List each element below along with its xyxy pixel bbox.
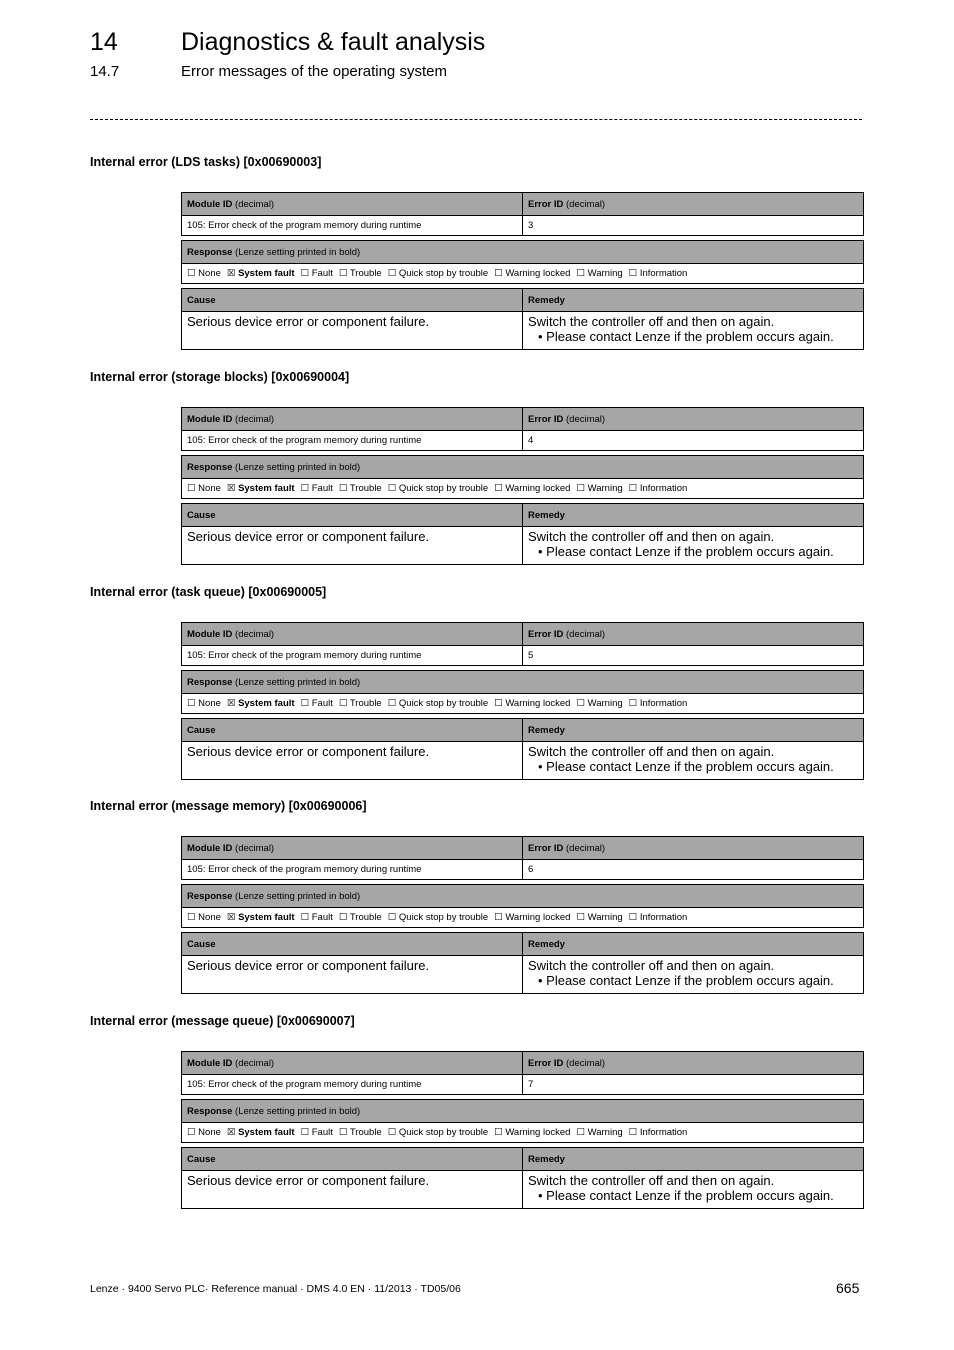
remedy-bullet: • Please contact Lenze if the problem occurs again. (538, 759, 834, 774)
response-options (182, 479, 864, 499)
error-id-header (523, 623, 864, 646)
remedy-header (523, 933, 864, 956)
cause-label: Cause (187, 938, 216, 950)
remedy-line: Switch the controller off and then on again. (528, 744, 775, 759)
section-title: Error messages of the operating system (181, 63, 447, 80)
error-heading: Internal error (storage blocks) [0x00690004] (90, 370, 350, 384)
error-id-value: 7 (523, 1075, 864, 1095)
module-id-label: Module ID (187, 198, 233, 210)
remedy-bullet: • Please contact Lenze if the problem occurs again. (538, 544, 834, 559)
response-label: Response (187, 1105, 233, 1117)
cause-value: Serious device error or component failure. (182, 742, 523, 780)
response-option (227, 268, 295, 279)
response-table (181, 1099, 864, 1143)
response-option (388, 1127, 488, 1138)
response-option (388, 698, 488, 709)
checked-box-icon: ☒ (226, 698, 236, 709)
response-option-label: None (198, 698, 221, 709)
cause-value: Serious device error or component failure. (182, 1171, 523, 1209)
response-option-label: Information (639, 1127, 688, 1138)
response-option-label: System fault (238, 698, 295, 709)
remedy-header (523, 1148, 864, 1171)
response-option-label: Quick stop by trouble (398, 1127, 489, 1138)
response-header (182, 1100, 864, 1123)
response-option-label: Fault (311, 483, 333, 494)
cause-header (182, 289, 523, 312)
cause-value: Serious device error or component failure. (182, 527, 523, 565)
response-option-label: None (198, 268, 221, 279)
unchecked-box-icon: ☐ (628, 698, 638, 709)
response-option-label: Information (639, 912, 688, 923)
response-option-label: Warning (587, 912, 623, 923)
cause-header (182, 933, 523, 956)
unchecked-box-icon: ☐ (576, 483, 585, 494)
remedy-value (523, 956, 864, 994)
id-table (181, 1051, 864, 1095)
response-header (182, 241, 864, 264)
error-heading: Internal error (task queue) [0x00690005] (90, 585, 327, 599)
cause-label: Cause (187, 509, 216, 521)
section-number: 14.7 (90, 63, 120, 80)
module-id-label: Module ID (187, 413, 233, 425)
unchecked-box-icon: ☐ (187, 1127, 196, 1138)
response-option (187, 698, 221, 709)
cause-remedy-table (181, 503, 864, 565)
response-option-label: Warning locked (505, 698, 571, 709)
unchecked-box-icon: ☐ (338, 912, 348, 923)
response-suffix: (Lenze setting printed in bold) (232, 246, 361, 258)
response-option-label: Information (639, 483, 688, 494)
response-suffix: (Lenze setting printed in bold) (232, 676, 361, 688)
module-id-suffix: (decimal) (232, 198, 275, 210)
unchecked-box-icon: ☐ (628, 268, 638, 279)
response-option (494, 1127, 570, 1138)
response-option-label: Warning (587, 268, 623, 279)
unchecked-box-icon: ☐ (387, 1127, 397, 1138)
remedy-value (523, 1171, 864, 1209)
error-id-suffix: (decimal) (563, 628, 606, 640)
response-option (494, 912, 570, 923)
response-option (388, 912, 488, 923)
response-table (181, 884, 864, 928)
remedy-value (523, 742, 864, 780)
unchecked-box-icon: ☐ (387, 268, 397, 279)
module-id-label: Module ID (187, 628, 233, 640)
cause-remedy-table (181, 718, 864, 780)
id-table (181, 192, 864, 236)
response-option (576, 912, 622, 923)
error-id-label: Error ID (528, 413, 564, 425)
unchecked-box-icon: ☐ (300, 268, 310, 279)
error-block (181, 192, 864, 350)
module-id-suffix: (decimal) (232, 1057, 275, 1069)
response-option (187, 268, 221, 279)
module-id-value: 105: Error check of the program memory during runtime (182, 646, 523, 666)
response-header (182, 456, 864, 479)
error-id-label: Error ID (528, 1057, 564, 1069)
response-option (301, 1127, 333, 1138)
remedy-line: Switch the controller off and then on again. (528, 314, 775, 329)
response-option-label: Quick stop by trouble (398, 268, 489, 279)
response-option (629, 698, 688, 709)
remedy-line: Switch the controller off and then on again. (528, 1173, 775, 1188)
unchecked-box-icon: ☐ (494, 698, 503, 709)
module-id-header (182, 837, 523, 860)
error-id-value: 5 (523, 646, 864, 666)
response-option (494, 698, 570, 709)
header-separator (90, 119, 862, 120)
remedy-header (523, 719, 864, 742)
response-option (576, 698, 622, 709)
response-option-label: Warning locked (505, 268, 571, 279)
unchecked-box-icon: ☐ (338, 268, 348, 279)
response-table (181, 670, 864, 714)
response-option (388, 483, 488, 494)
response-suffix: (Lenze setting printed in bold) (232, 890, 361, 902)
response-option-label: Warning locked (505, 1127, 571, 1138)
response-option-label: Quick stop by trouble (398, 698, 489, 709)
remedy-value (523, 312, 864, 350)
unchecked-box-icon: ☐ (576, 1127, 585, 1138)
remedy-bullet: • Please contact Lenze if the problem occurs again. (538, 973, 834, 988)
remedy-value (523, 527, 864, 565)
unchecked-box-icon: ☐ (628, 483, 638, 494)
error-id-suffix: (decimal) (563, 413, 606, 425)
cause-remedy-table (181, 1147, 864, 1209)
unchecked-box-icon: ☐ (187, 912, 196, 923)
id-table (181, 622, 864, 666)
error-id-header (523, 408, 864, 431)
error-id-value: 6 (523, 860, 864, 880)
remedy-bullet: • Please contact Lenze if the problem occurs again. (538, 1188, 834, 1203)
error-id-header (523, 193, 864, 216)
response-option-label: System fault (238, 1127, 295, 1138)
remedy-header (523, 289, 864, 312)
response-label: Response (187, 461, 233, 473)
error-id-label: Error ID (528, 628, 564, 640)
cause-value: Serious device error or component failure. (182, 312, 523, 350)
response-option (339, 698, 382, 709)
unchecked-box-icon: ☐ (387, 483, 397, 494)
page-number: 665 (836, 1280, 860, 1296)
response-option (301, 698, 333, 709)
remedy-bullet: • Please contact Lenze if the problem occurs again. (538, 329, 834, 344)
response-option-label: System fault (238, 912, 295, 923)
response-option (227, 912, 295, 923)
remedy-line: Switch the controller off and then on again. (528, 958, 775, 973)
cause-label: Cause (187, 724, 216, 736)
response-option-label: Warning locked (505, 912, 571, 923)
remedy-label: Remedy (528, 724, 565, 736)
response-option-label: System fault (238, 268, 295, 279)
response-option-label: Trouble (349, 1127, 382, 1138)
unchecked-box-icon: ☐ (300, 912, 310, 923)
unchecked-box-icon: ☐ (494, 912, 503, 923)
module-id-header (182, 623, 523, 646)
response-option (629, 912, 688, 923)
remedy-label: Remedy (528, 509, 565, 521)
cause-label: Cause (187, 1153, 216, 1165)
response-option-label: Trouble (349, 483, 382, 494)
response-option-label: Quick stop by trouble (398, 483, 489, 494)
response-option (339, 483, 382, 494)
error-block (181, 622, 864, 780)
response-option-label: Trouble (349, 268, 382, 279)
error-id-header (523, 1052, 864, 1075)
error-heading: Internal error (message memory) [0x00690006] (90, 799, 367, 813)
cause-header (182, 719, 523, 742)
response-option (629, 483, 688, 494)
module-id-header (182, 1052, 523, 1075)
response-option-label: Information (639, 268, 688, 279)
response-option (576, 483, 622, 494)
response-table (181, 455, 864, 499)
response-option (388, 268, 488, 279)
response-option (301, 483, 333, 494)
unchecked-box-icon: ☐ (338, 1127, 348, 1138)
module-id-value: 105: Error check of the program memory during runtime (182, 431, 523, 451)
response-option-label: Fault (311, 268, 333, 279)
response-option-label: None (198, 483, 221, 494)
error-id-value: 4 (523, 431, 864, 451)
module-id-value: 105: Error check of the program memory during runtime (182, 1075, 523, 1095)
response-header (182, 671, 864, 694)
module-id-label: Module ID (187, 1057, 233, 1069)
response-table (181, 240, 864, 284)
response-label: Response (187, 890, 233, 902)
response-option-label: Warning (587, 1127, 623, 1138)
remedy-label: Remedy (528, 294, 565, 306)
response-option (339, 912, 382, 923)
response-option (339, 268, 382, 279)
remedy-label: Remedy (528, 1153, 565, 1165)
response-option (227, 483, 295, 494)
footer-text: Lenze · 9400 Servo PLC· Reference manual · DMS 4.0 EN · 11/2013 · TD05/06 (90, 1283, 461, 1295)
unchecked-box-icon: ☐ (576, 268, 585, 279)
unchecked-box-icon: ☐ (494, 483, 503, 494)
unchecked-box-icon: ☐ (300, 1127, 310, 1138)
error-block (181, 1051, 864, 1209)
cause-header (182, 504, 523, 527)
checked-box-icon: ☒ (226, 268, 236, 279)
checked-box-icon: ☒ (226, 1127, 236, 1138)
response-option (629, 1127, 688, 1138)
cause-value: Serious device error or component failure. (182, 956, 523, 994)
response-options (182, 694, 864, 714)
error-heading: Internal error (message queue) [0x00690007] (90, 1014, 355, 1028)
response-label: Response (187, 676, 233, 688)
module-id-suffix: (decimal) (232, 842, 275, 854)
error-id-label: Error ID (528, 198, 564, 210)
response-option-label: Warning (587, 698, 623, 709)
unchecked-box-icon: ☐ (494, 268, 503, 279)
response-option-label: System fault (238, 483, 295, 494)
response-label: Response (187, 246, 233, 258)
error-id-value: 3 (523, 216, 864, 236)
response-option-label: None (198, 1127, 221, 1138)
module-id-header (182, 193, 523, 216)
response-option (187, 1127, 221, 1138)
unchecked-box-icon: ☐ (576, 912, 585, 923)
unchecked-box-icon: ☐ (300, 483, 310, 494)
response-option-label: Fault (311, 698, 333, 709)
unchecked-box-icon: ☐ (387, 698, 397, 709)
response-options (182, 264, 864, 284)
response-option-label: Information (639, 698, 688, 709)
response-option-label: None (198, 912, 221, 923)
unchecked-box-icon: ☐ (338, 698, 348, 709)
response-option (494, 483, 570, 494)
module-id-label: Module ID (187, 842, 233, 854)
response-option-label: Trouble (349, 912, 382, 923)
error-id-suffix: (decimal) (563, 842, 606, 854)
error-block (181, 836, 864, 994)
response-option (187, 483, 221, 494)
module-id-value: 105: Error check of the program memory during runtime (182, 216, 523, 236)
cause-remedy-table (181, 932, 864, 994)
unchecked-box-icon: ☐ (187, 483, 196, 494)
response-option (301, 912, 333, 923)
error-id-suffix: (decimal) (563, 1057, 606, 1069)
response-option (187, 912, 221, 923)
response-suffix: (Lenze setting printed in bold) (232, 461, 361, 473)
error-block (181, 407, 864, 565)
response-option-label: Fault (311, 912, 333, 923)
unchecked-box-icon: ☐ (628, 1127, 638, 1138)
module-id-header (182, 408, 523, 431)
response-option-label: Warning (587, 483, 623, 494)
module-id-value: 105: Error check of the program memory during runtime (182, 860, 523, 880)
response-options (182, 1123, 864, 1143)
response-option (301, 268, 333, 279)
response-header (182, 885, 864, 908)
remedy-header (523, 504, 864, 527)
error-id-suffix: (decimal) (563, 198, 606, 210)
cause-remedy-table (181, 288, 864, 350)
error-id-label: Error ID (528, 842, 564, 854)
unchecked-box-icon: ☐ (300, 698, 310, 709)
response-option-label: Warning locked (505, 483, 571, 494)
response-option (629, 268, 688, 279)
unchecked-box-icon: ☐ (576, 698, 585, 709)
response-option (339, 1127, 382, 1138)
response-option (576, 268, 622, 279)
error-heading: Internal error (LDS tasks) [0x00690003] (90, 155, 322, 169)
remedy-line: Switch the controller off and then on again. (528, 529, 775, 544)
id-table (181, 407, 864, 451)
response-option-label: Fault (311, 1127, 333, 1138)
response-options (182, 908, 864, 928)
response-option-label: Quick stop by trouble (398, 912, 489, 923)
chapter-title: Diagnostics & fault analysis (181, 28, 486, 56)
unchecked-box-icon: ☐ (387, 912, 397, 923)
id-table (181, 836, 864, 880)
unchecked-box-icon: ☐ (187, 268, 196, 279)
response-suffix: (Lenze setting printed in bold) (232, 1105, 361, 1117)
cause-header (182, 1148, 523, 1171)
checked-box-icon: ☒ (226, 483, 236, 494)
response-option (494, 268, 570, 279)
unchecked-box-icon: ☐ (628, 912, 638, 923)
unchecked-box-icon: ☐ (338, 483, 348, 494)
checked-box-icon: ☒ (226, 912, 236, 923)
response-option (227, 1127, 295, 1138)
unchecked-box-icon: ☐ (494, 1127, 503, 1138)
response-option (576, 1127, 622, 1138)
chapter-number: 14 (90, 28, 118, 56)
response-option-label: Trouble (349, 698, 382, 709)
error-id-header (523, 837, 864, 860)
remedy-label: Remedy (528, 938, 565, 950)
response-option (227, 698, 295, 709)
cause-label: Cause (187, 294, 216, 306)
unchecked-box-icon: ☐ (187, 698, 196, 709)
module-id-suffix: (decimal) (232, 628, 275, 640)
module-id-suffix: (decimal) (232, 413, 275, 425)
